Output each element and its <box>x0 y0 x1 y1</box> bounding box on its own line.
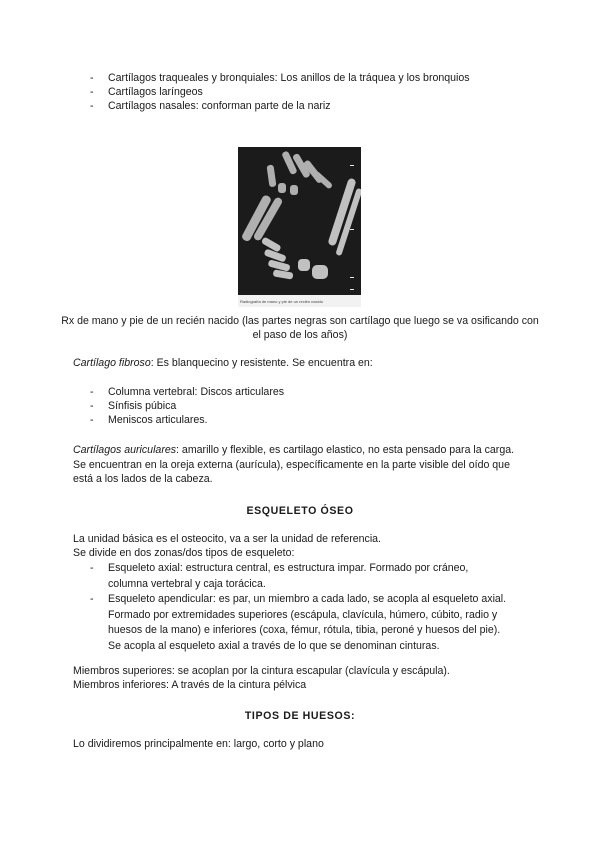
oseo-intro-1: La unidad básica es el osteocito, va a ser la unidad de referencia. <box>73 533 382 545</box>
auriculares-text: : amarillo y flexible, es cartilago elastico, no esta pensado para la carga. Se encuentran en la oreja externa (aurícula), específicamente en la parte visible del oído que está a los lados de la cabeza. <box>73 444 515 485</box>
miembros-superiores: Miembros superiores: se acoplan por la cintura escapular (clavícula y escápula). <box>73 665 450 677</box>
figure-caption: Rx de mano y pie de un recién nacido (las partes negras son cartílago que luego se va osificando con el paso de los años) <box>61 315 539 341</box>
list-item: - Cartílagos traqueales y bronquiales: Los anillos de la tráquea y los bronquios <box>90 71 530 85</box>
xray-caption-small: Radiografía de mano y pie de un recién nacido <box>240 299 323 304</box>
list-item: - Esqueleto apendicular: es par, un miembro a cada lado, se acopla al esqueleto axial. Formado por extremidades superiores (escápula, clavícula, húmero, cúbito, radio y huesos de la mano) e inferiores (coxa, fémur, rótula, tibia, peroné y huesos del pie). Se acopla al esqueleto axial a través de lo que se denominan cinturas. <box>90 592 510 654</box>
list-item: - Sínfisis púbica <box>90 399 530 413</box>
tipos-text: Lo dividiremos principalmente en: largo, corto y plano <box>73 738 324 750</box>
list-item: - Cartílagos laríngeos <box>90 85 530 99</box>
oseo-intro-2: Se divide en dos zonas/dos tipos de esqueleto: <box>73 547 295 559</box>
auriculares-term: Cartílagos auriculares <box>73 444 177 456</box>
section-title-tipos: TIPOS DE HUESOS: <box>244 710 356 722</box>
xray-image <box>238 147 361 307</box>
section-title-oseo: ESQUELETO ÓSEO <box>246 505 354 517</box>
list-item: - Meniscos articulares. <box>90 413 530 427</box>
fibroso-list <box>90 385 530 427</box>
cartilage-list <box>90 71 530 113</box>
oseo-list <box>90 561 510 654</box>
fibroso-paragraph <box>73 356 533 370</box>
fibroso-text: : Es blanquecino y resistente. Se encuentra en: <box>150 357 373 369</box>
list-item: - Columna vertebral: Discos articulares <box>90 385 530 399</box>
fibroso-term: Cartílago fibroso <box>73 357 151 369</box>
list-item: - Esqueleto axial: estructura central, es estructura impar. Formado por cráneo, columna vertebral y caja torácica. <box>90 561 510 592</box>
list-item: - Cartílagos nasales: conforman parte de la nariz <box>90 99 530 113</box>
xray-illustration <box>238 147 361 307</box>
miembros-inferiores: Miembros inferiores: A través de la cintura pélvica <box>73 679 307 691</box>
auriculares-paragraph <box>73 443 528 487</box>
